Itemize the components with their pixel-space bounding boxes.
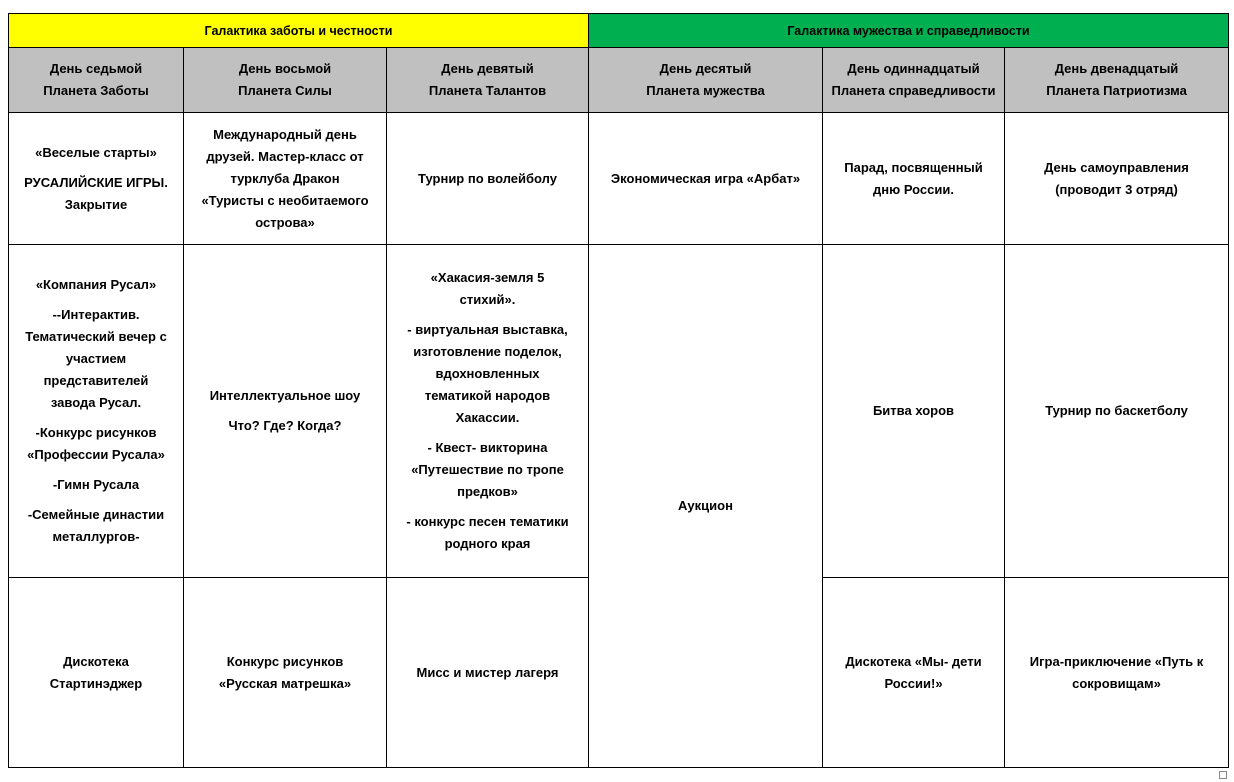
activity-text: Турнир по волейболу (418, 170, 557, 186)
activity-text: представителей (43, 373, 149, 388)
cell-day7-row2 (9, 245, 184, 578)
activity-text: Экономическая игра «Арбат» (610, 170, 801, 186)
activity-text: Дискотека (63, 653, 129, 669)
activity-title: «Компания Русал» (35, 277, 157, 292)
cell-day7-row3 (9, 578, 184, 768)
activity-text: Мисс и мистер лагеря (416, 664, 559, 680)
activity-text: - Квест- викторина (427, 440, 548, 455)
cell-day11-row1 (823, 113, 1005, 245)
activity-text: Тематический вечер с (25, 329, 167, 344)
day-header-11 (823, 48, 1005, 113)
day-header-7 (9, 48, 184, 113)
activity-text: Международный день (213, 126, 357, 142)
activity-text: «Путешествие по тропе (411, 462, 564, 477)
activity-text: Хакассии. (455, 410, 520, 425)
activity-text: Дискотека «Мы- дети (845, 653, 982, 669)
activity-text: День самоуправления (1044, 159, 1189, 175)
activity-text: «Профессии Русала» (27, 447, 165, 462)
planet-label: Планета Силы (238, 83, 332, 98)
cell-day10-row2-3 (589, 245, 823, 768)
cell-day8-row1 (184, 113, 387, 245)
activity-text: сокровищам» (1072, 675, 1161, 691)
planet-label: Планета Патриотизма (1046, 83, 1187, 98)
activity-text: «Хакасия-земля 5 (430, 270, 545, 285)
activity-text: Битва хоров (872, 403, 955, 418)
day-header-10 (589, 48, 823, 113)
activity-text: Что? Где? Когда? (228, 418, 342, 433)
activity-text: «Веселые старты» (35, 144, 157, 160)
planet-label: Планета Талантов (428, 83, 547, 98)
activity-text: Парад, посвященный (844, 159, 983, 175)
activity-text: Турнир по баскетболу (1045, 403, 1188, 418)
activity-text: завода Русал. (50, 395, 142, 410)
schedule-table (8, 13, 1229, 768)
activity-text: РУСАЛИЙСКИЕ ИГРЫ. (24, 174, 168, 190)
activity-text: -Конкурс рисунков (35, 425, 157, 440)
activity-text: стихий». (459, 292, 516, 307)
activity-text: - виртуальная выставка, (407, 322, 568, 337)
day-label: День девятый (441, 61, 534, 76)
cell-day9-row2 (387, 245, 589, 578)
activity-row-1 (9, 113, 1229, 245)
activity-text: Игра-приключение «Путь к (1029, 653, 1204, 669)
activity-text: друзей. Мастер-класс от (206, 148, 364, 164)
day-label: День двенадцатый (1054, 61, 1179, 76)
activity-text: родного края (444, 536, 531, 551)
galaxy-care-honesty: Галактика заботы и честности (9, 14, 589, 48)
day-header-row (9, 48, 1229, 113)
activity-text: Стартинэджер (49, 675, 143, 691)
day-header-8 (184, 48, 387, 113)
galaxy-header-row (9, 14, 1229, 48)
activity-text: вдохновленных (435, 366, 540, 381)
planet-label: Планета справедливости (831, 83, 996, 98)
activity-text: участием (65, 351, 127, 366)
cell-day8-row3 (184, 578, 387, 768)
activity-text: России!» (884, 675, 943, 691)
day-label: День одиннадцатый (847, 61, 980, 76)
cell-day11-row3 (823, 578, 1005, 768)
day-header-12 (1005, 48, 1229, 113)
activity-text: Аукцион (678, 498, 733, 513)
cell-day12-row2 (1005, 245, 1229, 578)
activity-text: «Русская матрешка» (218, 675, 352, 691)
cell-day12-row3 (1005, 578, 1229, 768)
planet-label: Планета мужества (646, 83, 765, 98)
planet-label: Планета Заботы (43, 83, 149, 98)
activity-text: дню России. (873, 181, 954, 197)
cell-day11-row2 (823, 245, 1005, 578)
cell-day7-row1 (9, 113, 184, 245)
activity-text: --Интерактив. (52, 307, 140, 322)
cell-day10-row1 (589, 113, 823, 245)
day-label: День седьмой (49, 61, 143, 76)
activity-text: «Туристы с необитаемого (201, 192, 369, 208)
activity-text: Конкурс рисунков (226, 653, 344, 669)
table-resize-handle[interactable] (1219, 771, 1227, 779)
activity-text: изготовление поделок, (413, 344, 562, 359)
day-label: День восьмой (238, 61, 332, 76)
cell-day9-row3 (387, 578, 589, 768)
activity-text: турклуба Дракон (230, 170, 340, 186)
day-header-9 (387, 48, 589, 113)
activity-text: тематикой народов (424, 388, 551, 403)
activity-text: острова» (255, 214, 315, 230)
cell-day12-row1 (1005, 113, 1229, 245)
activity-text: металлургов- (52, 529, 140, 544)
activity-text: Интеллектуальное шоу (209, 388, 361, 403)
activity-text: -Семейные династии (27, 507, 165, 522)
activity-text: предков» (457, 484, 518, 499)
activity-text: (проводит 3 отряд) (1055, 181, 1178, 197)
day-label: День десятый (659, 61, 752, 76)
galaxy-courage-justice: Галактика мужества и справедливости (589, 14, 1229, 48)
activity-row-2 (9, 245, 1229, 578)
cell-day8-row2 (184, 245, 387, 578)
activity-text: - конкурс песен тематики (406, 514, 569, 529)
activity-text: -Гимн Русала (52, 477, 140, 492)
activity-text: Закрытие (64, 196, 128, 212)
cell-day9-row1 (387, 113, 589, 245)
